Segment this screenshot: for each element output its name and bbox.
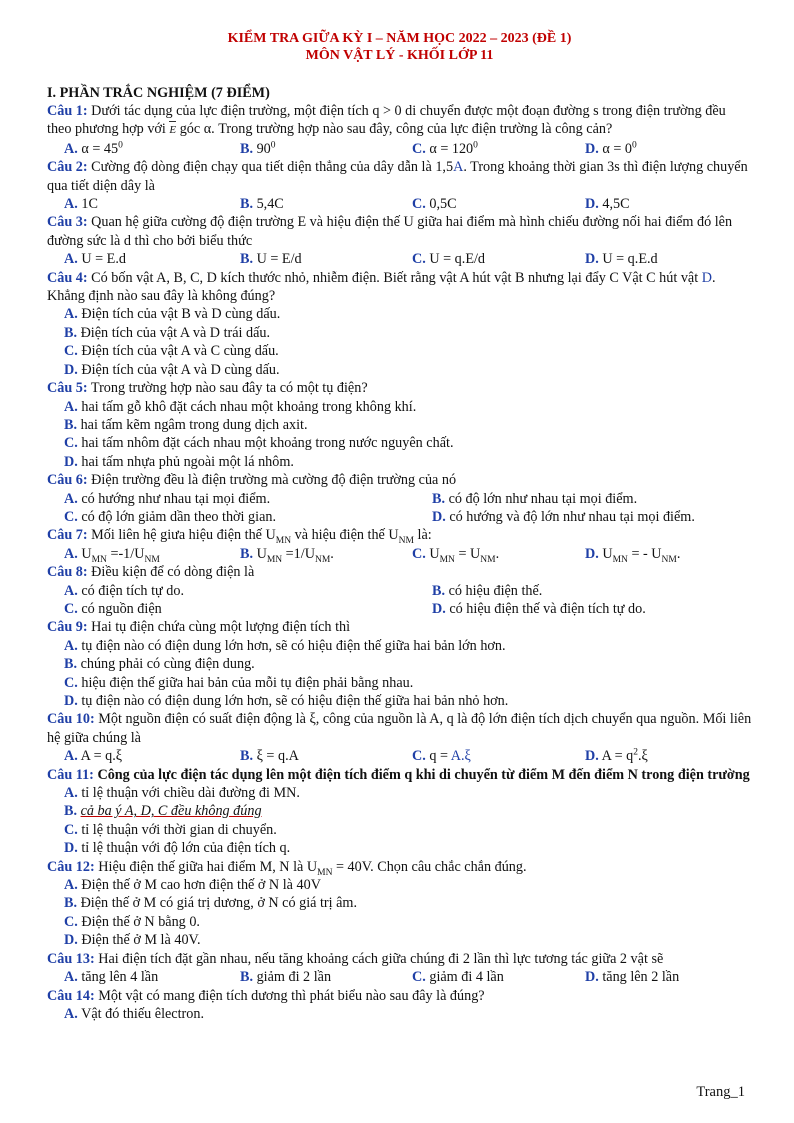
option-a[interactable]: A. U = E.d [64,251,126,268]
option-a[interactable]: A. Điện tích của vật B và D cùng dấu. [64,306,281,323]
option-d[interactable]: D. hai tấm nhựa phủ ngoài một lá nhôm. [64,453,294,470]
question-text: góc α. Trong trường hợp nào sau đây, công của lực điện trường là công cản? [176,121,613,138]
option-a[interactable]: A. Điện thế ở M cao hơn điện thế ở N là 40V [64,877,321,894]
q1-options [47,140,752,158]
option-d[interactable]: D. U = q.E.d [585,251,658,268]
option-a[interactable]: A. hai tấm gỗ khô đặt cách nhau một khoảng trong không khí. [64,398,417,415]
option-c[interactable]: C. có nguồn điện [64,600,162,617]
question-6: Câu 6: Điện trường đều là điện trường mà cường độ điện trường của nó [47,472,457,489]
option-a[interactable]: A. $U_{MN} =-1/U_{NM}$ [64,545,160,565]
question-13: Câu 13: Hai điện tích đặt gần nhau, nếu tăng khoảng cách giữa chúng đi 2 lần thì lực tương tác giữa 2 vật sẽ [47,950,664,967]
q2-options [47,195,752,213]
q7-options [47,545,752,563]
option-a[interactable]: A. 1C [64,196,98,213]
option-c[interactable]: C. $U_{MN} = U_{NM}$. [412,545,500,565]
option-a[interactable]: A. tụ điện nào có điện dung lớn hơn, sẽ có hiệu điện thế giữa hai bản lớn hơn. [64,637,506,654]
option-d[interactable]: D. có hướng và độ lớn như nhau tại mọi điểm. [432,508,695,525]
question-12: Câu 12: Hiệu điện thế giữa hai điểm M, N là $U_{MN} = 40V$. Chọn câu chắc chắn đúng. [47,858,527,878]
option-b[interactable]: B. hai tấm kẽm ngâm trong dung dịch axit. [64,416,308,433]
vector-e-symbol: E [169,121,176,139]
option-a[interactable]: A. có hướng như nhau tại mọi điểm. [64,490,271,507]
exam-title [47,30,752,64]
option-a[interactable]: A. tăng lên 4 lần [64,969,159,986]
option-b[interactable]: B. $90^0$ [240,140,276,157]
option-b[interactable]: B. 5,4C [240,196,284,213]
question-4: Câu 4: Có bốn vật A, B, C, D kích thước nhỏ, nhiễm điện. Biết rằng vật A hút vật B nhưng lại đẩy C Vật C hút vật D. Khẳng định nào sau đây là không đúng? [47,269,716,305]
question-2: Câu 2: Cường độ dòng điện chạy qua tiết diện thẳng của dây dẫn là 1,5A. Trong khoảng thời gian 3s thì điện lượng chuyển qua tiết diện dây là [47,159,748,194]
option-c[interactable]: C. có độ lớn giảm dần theo thời gian. [64,508,277,525]
option-d[interactable]: D. có hiệu điện thế và điện tích tự do. [432,600,646,617]
option-a[interactable]: A. A = q.ξ [64,748,123,765]
q10-options [47,747,752,765]
title-line-1: KIỂM TRA GIỮA KỲ I – NĂM HỌC 2022 – 2023 (ĐỀ 1) [227,31,572,46]
q13-options [47,968,752,986]
page-number: Trang_1 [696,1084,745,1100]
option-d[interactable]: D. $U_{MN}$ = - $U_{NM}$. [585,545,681,565]
question-7: Câu 7: Mối liên hệ giưa hiệu điện thế $U_{MN}$ và hiệu điện thế $U_{NM}$ là: [47,527,432,547]
question-11: Câu 11: Công của lực điện tác dụng lên một điện tích điểm q khi di chuyển từ điểm M đến điểm N trong điện trường [47,766,750,783]
option-a[interactable]: A. Vật đó thiếu êlectron. [64,1005,205,1022]
option-c[interactable]: C. Điện thế ở N bằng 0. [64,913,200,930]
option-c[interactable]: C. $\alpha = 120^0$ [412,140,478,157]
question-8: Câu 8: Điều kiện để có dòng điện là [47,564,255,581]
option-b[interactable]: B. ξ = q.A [240,748,299,765]
option-d[interactable]: D. tăng lên 2 lần [585,969,680,986]
section-heading: I. PHẦN TRẮC NGHIỆM (7 ĐIỂM) [47,85,270,101]
option-c[interactable]: C. U = q.E/d [412,251,486,268]
question-number: Câu 2: [47,159,88,176]
option-d[interactable]: D. $\alpha = 0^0$ [585,140,637,157]
question-3: Câu 3: Quan hệ giữa cường độ điện trường E và hiệu điện thế U giữa hai điểm mà hình chiếu đường nối hai điểm đó lên đường sức là d thì cho bởi biểu thức [47,214,733,249]
option-b[interactable]: B. chúng phải có cùng điện dung. [64,656,255,673]
option-b[interactable]: B. cả ba ý A, D, C đều không đúng [64,803,262,820]
option-b[interactable]: B. giảm đi 2 lần [240,969,332,986]
option-d[interactable]: D. tỉ lệ thuận với độ lớn của điện tích q. [64,840,291,857]
question-5: Câu 5: Trong trường hợp nào sau đây ta có một tụ điện? [47,380,368,397]
question-text: Dưới tác dụng của lực điện trường, một điện tích q > 0 di chuyển được một đoạn đường s trong điện trường đều theo phương hợp với [47,103,726,138]
q6-options [47,490,752,527]
question-1 [47,102,752,140]
question-9: Câu 9: Hai tụ điện chứa cùng một lượng điện tích thì [47,619,351,636]
option-a[interactable]: A. $\alpha = 45^0$ [64,140,123,157]
option-b[interactable]: B. $U_{MN} =1/U_{NM}$. [240,545,334,565]
option-d[interactable]: D. Điện thế ở M là 40V. [64,932,201,949]
option-a[interactable]: A. tỉ lệ thuận với chiều dài đường đi MN. [64,785,300,802]
option-d[interactable]: D. Điện tích của vật A và D cùng dấu. [64,361,280,378]
option-a[interactable]: A. có điện tích tự do. [64,582,184,599]
option-d[interactable]: D. 4,5C [585,196,630,213]
q8-options [47,582,752,619]
question-number: Câu 1: [47,103,88,119]
option-b[interactable]: B. Điện thế ở M có giá trị dương, ở N có giá trị âm. [64,895,358,912]
title-line-2: MÔN VẬT LÝ - KHỐI LỚP 11 [305,48,494,63]
option-b[interactable]: B. có hiệu điện thế. [432,582,543,599]
option-b[interactable]: B. U = E/d [240,251,302,268]
option-c[interactable]: C. hiệu điện thế giữa hai bản của mỗi tụ điện phải bằng nhau. [64,674,414,691]
option-d[interactable]: D. $A = q^2.\xi$ [585,747,648,765]
option-c[interactable]: C. hai tấm nhôm đặt cách nhau một khoảng trong nước nguyên chất. [64,435,454,452]
q3-options [47,250,752,268]
question-10: Câu 10: Một nguồn điện có suất điện động là ξ, công của nguồn là A, q là độ lớn điện tích dịch chuyển qua nguồn. Mối liên hệ giữa chúng là [47,711,752,746]
option-b[interactable]: B. có độ lớn như nhau tại mọi điểm. [432,490,638,507]
option-b[interactable]: B. Điện tích của vật A và D trái dấu. [64,324,271,341]
option-c[interactable]: C. q = A.ξ [412,748,471,765]
option-c[interactable]: C. tỉ lệ thuận với thời gian di chuyển. [64,821,277,838]
option-c[interactable]: C. Điện tích của vật A và C cùng dấu. [64,343,279,360]
question-14: Câu 14: Một vật có mang điện tích dương thì phát biểu nào sau đây là đúng? [47,987,485,1004]
option-d[interactable]: D. tụ điện nào có điện dung lớn hơn, sẽ có hiệu điện thế giữa hai bản nhỏ hơn. [64,693,509,709]
option-c[interactable]: C. 0,5C [412,196,457,213]
exam-page [47,30,752,1023]
option-c[interactable]: C. giảm đi 4 lần [412,969,504,986]
